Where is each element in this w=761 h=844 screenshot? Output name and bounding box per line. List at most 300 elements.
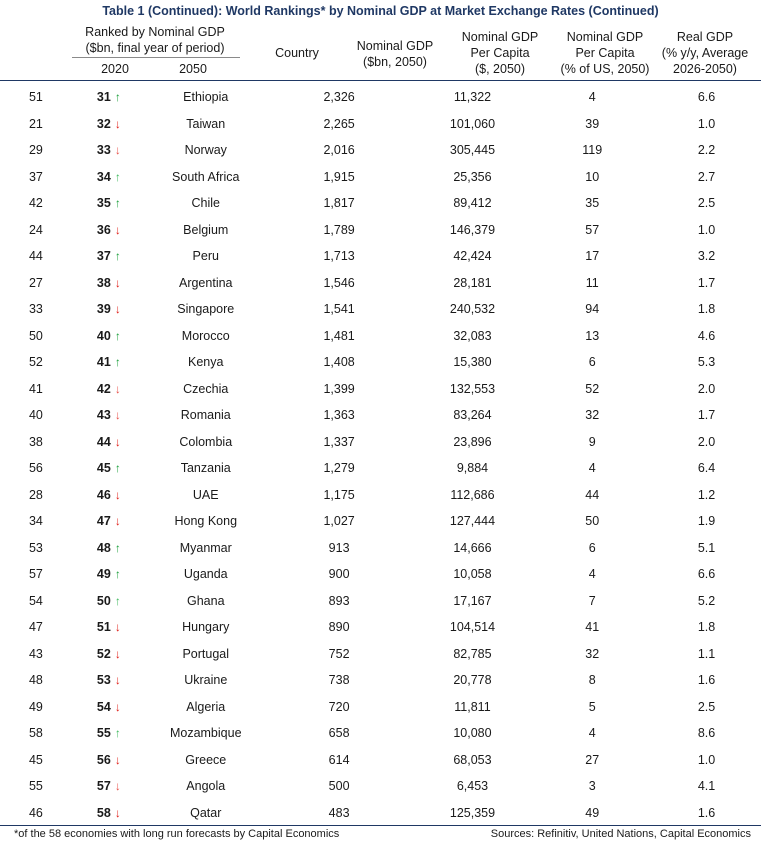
- country-cell: South Africa: [172, 169, 240, 184]
- real-gdp-growth-cell: 5.1: [697, 540, 716, 555]
- table-row: [0, 508, 761, 535]
- rank-2050-value: 39: [96, 302, 111, 317]
- gdp-per-capita-cell: 127,444: [449, 514, 496, 529]
- nominal-gdp-cell: 893: [328, 593, 350, 608]
- rank-2050-value: 51: [96, 620, 111, 635]
- gdp-per-capita-cell: 112,686: [450, 487, 495, 502]
- table-row: [0, 720, 761, 747]
- country-cell: Peru: [192, 249, 219, 264]
- rank-2020-cell: 24: [28, 222, 43, 237]
- header-gdp-line1: Nominal GDP: [356, 39, 434, 53]
- pct-of-us-cell: 11: [585, 275, 599, 290]
- table-row: [0, 217, 761, 244]
- gdp-per-capita-cell: 125,359: [449, 805, 496, 820]
- nominal-gdp-cell: 658: [328, 726, 350, 741]
- rank-2020-cell: 28: [28, 487, 43, 502]
- real-gdp-growth-cell: 1.6: [697, 805, 716, 820]
- real-gdp-growth-cell: 6.4: [697, 461, 716, 476]
- arrow-down-icon: ↓: [114, 805, 121, 820]
- rank-2020-cell: 21: [28, 116, 43, 131]
- rank-2020-cell: 49: [28, 699, 43, 714]
- rank-2050-cell: [72, 429, 146, 456]
- country-cell: Argentina: [178, 275, 233, 290]
- table-row: [0, 694, 761, 721]
- rank-2050-value: 44: [96, 434, 111, 449]
- gdp-per-capita-cell: 11,322: [453, 90, 492, 105]
- table-row: [0, 535, 761, 562]
- table-row: [0, 561, 761, 588]
- rank-group-header: [60, 24, 250, 56]
- pct-of-us-cell: 39: [585, 116, 600, 131]
- country-cell: Tanzania: [180, 461, 231, 476]
- rank-2050-cell: [72, 641, 146, 668]
- gdp-per-capita-cell: 20,778: [453, 673, 492, 688]
- pct-of-us-cell: 17: [585, 249, 600, 264]
- gdp-per-capita-cell: 10,058: [453, 567, 492, 582]
- real-gdp-growth-cell: 1.0: [697, 752, 716, 767]
- country-cell: Belgium: [183, 222, 229, 237]
- rank-2050-cell: [72, 614, 146, 641]
- rank-2050-value: 48: [96, 540, 111, 555]
- header-pct-us: [550, 29, 660, 77]
- table-row: [0, 402, 761, 429]
- rank-2050-value: 34: [96, 169, 111, 184]
- pct-of-us-cell: 6: [588, 355, 596, 370]
- gdp-per-capita-cell: 32,083: [453, 328, 492, 343]
- real-gdp-growth-cell: 2.0: [697, 434, 716, 449]
- header-2050: 2050: [179, 62, 207, 76]
- pct-of-us-cell: 27: [585, 752, 600, 767]
- header-country: Country: [275, 46, 319, 60]
- country-cell: Kenya: [188, 355, 224, 370]
- rank-2050-value: 43: [96, 408, 111, 423]
- country-cell: Ghana: [186, 593, 225, 608]
- gdp-per-capita-cell: 11,811: [454, 699, 491, 714]
- table-row: [0, 376, 761, 403]
- gdp-per-capita-cell: 146,379: [449, 222, 496, 237]
- nominal-gdp-cell: 1,546: [323, 275, 355, 290]
- real-gdp-growth-cell: 1.8: [697, 620, 716, 635]
- country-cell: Angola: [186, 779, 226, 794]
- arrow-down-icon: ↓: [114, 434, 121, 449]
- arrow-down-icon: ↓: [114, 752, 121, 767]
- pct-of-us-cell: 44: [585, 487, 600, 502]
- rank-2050-cell: [72, 190, 146, 217]
- rank-2020-cell: 54: [28, 593, 43, 608]
- country-cell: Hungary: [182, 620, 230, 635]
- table-row: [0, 429, 761, 456]
- rank-2050-cell: [72, 588, 146, 615]
- table-row: [0, 164, 761, 191]
- pct-of-us-cell: 49: [585, 805, 600, 820]
- rank-2020-cell: 43: [28, 646, 43, 661]
- header-gdp-line2: ($bn, 2050): [363, 55, 427, 69]
- rank-2050-value: 36: [96, 222, 111, 237]
- rank-2050-value: 47: [96, 514, 111, 529]
- header-2020: 2020: [101, 62, 129, 76]
- country-cell: Taiwan: [186, 116, 226, 131]
- arrow-down-icon: ↓: [114, 143, 121, 158]
- arrow-down-icon: ↓: [114, 116, 121, 131]
- real-gdp-growth-cell: 5.3: [697, 355, 716, 370]
- nominal-gdp-cell: 1,279: [323, 461, 355, 476]
- pct-of-us-cell: 4: [588, 726, 596, 741]
- rank-2050-cell: [72, 482, 146, 509]
- rank-2050-value: 52: [96, 646, 111, 661]
- rank-group-sublabel: ($bn, final year of period): [85, 41, 225, 55]
- country-cell: Singapore: [177, 302, 235, 317]
- header-us-line3: (% of US, 2050): [560, 62, 650, 76]
- pct-of-us-cell: 35: [585, 196, 600, 211]
- header-us-line2: Per Capita: [575, 46, 635, 60]
- rank-2050-cell: [72, 376, 146, 403]
- rank-2020-cell: 48: [28, 673, 43, 688]
- header-bottom-rule: [0, 80, 761, 81]
- rank-2050-cell: [72, 296, 146, 323]
- gdp-per-capita-cell: 9,884: [456, 461, 489, 476]
- pct-of-us-cell: 5: [588, 699, 596, 714]
- country-cell: Ethiopia: [183, 90, 229, 105]
- rank-2050-cell: [72, 323, 146, 350]
- rank-2050-value: 53: [96, 673, 111, 688]
- nominal-gdp-cell: 483: [328, 805, 350, 820]
- rank-2050-value: 56: [96, 752, 111, 767]
- arrow-down-icon: ↓: [114, 487, 121, 502]
- rankings-table: [0, 84, 761, 826]
- table-row: [0, 588, 761, 615]
- pct-of-us-cell: 50: [585, 514, 600, 529]
- rank-2050-value: 32: [96, 116, 111, 131]
- rank-2020-cell: 44: [28, 249, 43, 264]
- sources-note: Sources: Refinitiv, United Nations, Capital Economics: [490, 828, 751, 840]
- nominal-gdp-cell: 614: [328, 752, 350, 767]
- real-gdp-growth-cell: 2.5: [697, 699, 716, 714]
- nominal-gdp-cell: 1,408: [323, 355, 355, 370]
- header-per-capita: [445, 29, 555, 77]
- rank-2020-cell: 57: [28, 567, 43, 582]
- rank-2050-value: 54: [96, 699, 111, 714]
- arrow-up-icon: ↑: [114, 567, 121, 582]
- nominal-gdp-cell: 752: [328, 646, 350, 661]
- rank-2020-cell: 33: [28, 302, 43, 317]
- country-cell: Colombia: [179, 434, 233, 449]
- country-cell: Portugal: [182, 646, 230, 661]
- arrow-down-icon: ↓: [114, 620, 121, 635]
- table-row: [0, 747, 761, 774]
- gdp-per-capita-cell: 132,553: [449, 381, 496, 396]
- gdp-per-capita-cell: 6,453: [456, 779, 489, 794]
- table-row: [0, 323, 761, 350]
- rank-2050-value: 58: [96, 805, 111, 820]
- table-row: [0, 641, 761, 668]
- pct-of-us-cell: 4: [588, 90, 596, 105]
- gdp-per-capita-cell: 10,080: [453, 726, 492, 741]
- rank-2050-cell: [72, 243, 146, 270]
- pct-of-us-cell: 10: [585, 169, 600, 184]
- header-rg-line1: Real GDP: [676, 30, 734, 44]
- pct-of-us-cell: 9: [588, 434, 596, 449]
- arrow-up-icon: ↑: [114, 328, 121, 343]
- real-gdp-growth-cell: 1.2: [697, 487, 716, 502]
- rank-2020-cell: 46: [28, 805, 43, 820]
- rank-2020-cell: 56: [28, 461, 43, 476]
- table-row: [0, 243, 761, 270]
- country-cell: Hong Kong: [174, 514, 238, 529]
- country-cell: Romania: [180, 408, 231, 423]
- rank-2020-cell: 38: [28, 434, 43, 449]
- country-cell: Uganda: [183, 567, 228, 582]
- nominal-gdp-cell: 1,399: [323, 381, 355, 396]
- nominal-gdp-cell: 1,027: [323, 514, 355, 529]
- arrow-down-icon: ↓: [114, 275, 121, 290]
- table-row: [0, 296, 761, 323]
- rank-2050-cell: [72, 402, 146, 429]
- table-title: Table 1 (Continued): World Rankings* by Nominal GDP at Market Exchange Rates (Continued): [102, 4, 659, 18]
- table-row: [0, 84, 761, 111]
- real-gdp-growth-cell: 4.1: [697, 779, 716, 794]
- gdp-per-capita-cell: 15,380: [453, 355, 492, 370]
- country-cell: Morocco: [181, 328, 230, 343]
- arrow-up-icon: ↑: [114, 461, 121, 476]
- pct-of-us-cell: 119: [582, 143, 603, 158]
- table-row: [0, 455, 761, 482]
- real-gdp-growth-cell: 4.6: [697, 328, 716, 343]
- header-gdp: [345, 38, 445, 70]
- nominal-gdp-cell: 1,541: [323, 302, 355, 317]
- country-cell: Myanmar: [179, 540, 232, 555]
- gdp-per-capita-cell: 23,896: [453, 434, 492, 449]
- gdp-per-capita-cell: 104,514: [449, 620, 496, 635]
- rank-2020-cell: 45: [28, 752, 43, 767]
- pct-of-us-cell: 8: [588, 673, 596, 688]
- country-cell: Greece: [185, 752, 227, 767]
- rank-2020-cell: 42: [28, 196, 43, 211]
- pct-of-us-cell: 32: [585, 646, 600, 661]
- nominal-gdp-cell: 1,915: [323, 169, 355, 184]
- rank-2050-value: 41: [96, 355, 111, 370]
- header-rg-line3: 2026-2050): [673, 62, 737, 76]
- pct-of-us-cell: 13: [585, 328, 600, 343]
- real-gdp-growth-cell: 1.8: [697, 302, 716, 317]
- rank-2050-value: 37: [96, 249, 111, 264]
- table-row: [0, 773, 761, 800]
- table-row: [0, 482, 761, 509]
- rank-2020-cell: 58: [28, 726, 43, 741]
- real-gdp-growth-cell: 1.7: [697, 275, 716, 290]
- rank-2050-value: 33: [96, 143, 111, 158]
- rank-2050-cell: [72, 720, 146, 747]
- real-gdp-growth-cell: 3.2: [697, 249, 716, 264]
- table-row: [0, 349, 761, 376]
- nominal-gdp-cell: 1,175: [323, 487, 355, 502]
- header-pc-line1: Nominal GDP: [461, 30, 539, 44]
- rank-2050-cell: [72, 561, 146, 588]
- rank-2050-value: 35: [96, 196, 111, 211]
- real-gdp-growth-cell: 8.6: [697, 726, 716, 741]
- table-row: [0, 614, 761, 641]
- real-gdp-growth-cell: 2.7: [697, 169, 716, 184]
- pct-of-us-cell: 3: [588, 779, 596, 794]
- arrow-up-icon: ↑: [114, 90, 121, 105]
- rank-2050-value: 50: [96, 593, 111, 608]
- table-row: [0, 137, 761, 164]
- arrow-down-icon: ↓: [114, 408, 121, 423]
- nominal-gdp-cell: 2,265: [323, 116, 355, 131]
- gdp-per-capita-cell: 83,264: [453, 408, 492, 423]
- country-cell: Qatar: [190, 805, 222, 820]
- country-cell: Mozambique: [169, 726, 242, 741]
- table-row: [0, 800, 761, 827]
- arrow-down-icon: ↓: [114, 514, 121, 529]
- real-gdp-growth-cell: 2.2: [697, 143, 716, 158]
- pct-of-us-cell: 7: [588, 593, 596, 608]
- rank-2020-cell: 51: [28, 90, 43, 105]
- gdp-per-capita-cell: 82,785: [453, 646, 492, 661]
- rank-2050-cell: [72, 217, 146, 244]
- nominal-gdp-cell: 2,016: [323, 143, 355, 158]
- arrow-down-icon: ↓: [114, 699, 121, 714]
- arrow-up-icon: ↑: [114, 249, 121, 264]
- nominal-gdp-cell: 1,363: [323, 408, 355, 423]
- gdp-per-capita-cell: 14,666: [453, 540, 492, 555]
- rank-2050-value: 46: [96, 487, 111, 502]
- rank-2050-value: 45: [96, 461, 111, 476]
- rank-2050-cell: [72, 694, 146, 721]
- pct-of-us-cell: 41: [585, 620, 600, 635]
- rank-2020-cell: 53: [28, 540, 43, 555]
- rank-2050-cell: [72, 747, 146, 774]
- real-gdp-growth-cell: 2.5: [697, 196, 716, 211]
- pct-of-us-cell: 57: [585, 222, 600, 237]
- pct-of-us-cell: 6: [588, 540, 596, 555]
- nominal-gdp-cell: 913: [328, 540, 350, 555]
- arrow-up-icon: ↑: [114, 355, 121, 370]
- arrow-up-icon: ↑: [114, 169, 121, 184]
- rank-2020-cell: 29: [28, 143, 43, 158]
- nominal-gdp-cell: 1,789: [323, 222, 355, 237]
- gdp-per-capita-cell: 89,412: [453, 196, 492, 211]
- real-gdp-growth-cell: 1.7: [697, 408, 716, 423]
- nominal-gdp-cell: 2,326: [323, 90, 355, 105]
- real-gdp-growth-cell: 1.6: [697, 673, 716, 688]
- rank-2020-cell: 52: [28, 355, 43, 370]
- arrow-up-icon: ↑: [114, 593, 121, 608]
- rank-2020-cell: 41: [28, 381, 43, 396]
- rank-group-divider: [72, 57, 240, 58]
- table-bottom-rule: [0, 825, 761, 826]
- table-row: [0, 667, 761, 694]
- nominal-gdp-cell: 738: [328, 673, 350, 688]
- rank-2050-value: 42: [96, 381, 111, 396]
- nominal-gdp-cell: 1,481: [323, 328, 355, 343]
- header-real-gdp: [650, 29, 760, 77]
- arrow-down-icon: ↓: [114, 302, 121, 317]
- rank-2050-cell: [72, 773, 146, 800]
- country-cell: Ukraine: [184, 673, 228, 688]
- rank-2050-cell: [72, 800, 146, 827]
- arrow-up-icon: ↑: [114, 726, 121, 741]
- rank-2020-cell: 55: [28, 779, 43, 794]
- country-cell: Algeria: [186, 699, 226, 714]
- nominal-gdp-cell: 890: [328, 620, 350, 635]
- real-gdp-growth-cell: 5.2: [697, 593, 716, 608]
- rank-2050-cell: [72, 455, 146, 482]
- header-pc-line2: Per Capita: [470, 46, 530, 60]
- gdp-per-capita-cell: 42,424: [453, 249, 492, 264]
- header-rg-line2: (% y/y, Average: [661, 46, 749, 60]
- pct-of-us-cell: 94: [585, 302, 600, 317]
- real-gdp-growth-cell: 1.0: [697, 116, 716, 131]
- arrow-down-icon: ↓: [114, 222, 121, 237]
- gdp-per-capita-cell: 17,167: [453, 593, 492, 608]
- country-cell: Chile: [191, 196, 220, 211]
- rank-2020-cell: 34: [28, 514, 43, 529]
- arrow-down-icon: ↓: [114, 381, 121, 396]
- pct-of-us-cell: 4: [588, 567, 596, 582]
- arrow-down-icon: ↓: [114, 646, 121, 661]
- rank-2050-value: 40: [96, 328, 111, 343]
- rank-2020-cell: 37: [28, 169, 43, 184]
- arrow-down-icon: ↓: [114, 673, 121, 688]
- table-row: [0, 190, 761, 217]
- gdp-per-capita-cell: 28,181: [453, 275, 492, 290]
- arrow-up-icon: ↑: [114, 196, 121, 211]
- arrow-down-icon: ↓: [114, 779, 121, 794]
- nominal-gdp-cell: 500: [328, 779, 350, 794]
- rank-2050-cell: [72, 349, 146, 376]
- real-gdp-growth-cell: 1.0: [697, 222, 716, 237]
- real-gdp-growth-cell: 6.6: [697, 90, 716, 105]
- gdp-per-capita-cell: 240,532: [449, 302, 496, 317]
- real-gdp-growth-cell: 6.6: [697, 567, 716, 582]
- country-cell: Norway: [184, 143, 227, 158]
- rank-2050-value: 31: [96, 90, 111, 105]
- rank-2050-cell: [72, 667, 146, 694]
- header-pc-line3: ($, 2050): [474, 62, 526, 76]
- rank-group-label: Ranked by Nominal GDP: [85, 25, 225, 39]
- nominal-gdp-cell: 1,713: [323, 249, 355, 264]
- nominal-gdp-cell: 900: [328, 567, 350, 582]
- gdp-per-capita-cell: 68,053: [453, 752, 492, 767]
- gdp-per-capita-cell: 25,356: [453, 169, 492, 184]
- rank-2050-value: 57: [96, 779, 111, 794]
- country-cell: Czechia: [183, 381, 229, 396]
- real-gdp-growth-cell: 1.9: [697, 514, 716, 529]
- rank-2020-cell: 50: [28, 328, 43, 343]
- rank-2050-cell: [72, 111, 146, 138]
- nominal-gdp-cell: 1,337: [323, 434, 355, 449]
- real-gdp-growth-cell: 1.1: [697, 646, 716, 661]
- table-row: [0, 111, 761, 138]
- gdp-per-capita-cell: 305,445: [449, 143, 496, 158]
- header-us-line1: Nominal GDP: [566, 30, 644, 44]
- pct-of-us-cell: 4: [588, 461, 596, 476]
- table-row: [0, 270, 761, 297]
- pct-of-us-cell: 32: [585, 408, 600, 423]
- rank-2050-value: 49: [96, 567, 111, 582]
- rank-2050-cell: [72, 270, 146, 297]
- rank-2020-cell: 47: [28, 620, 43, 635]
- rank-2050-cell: [72, 137, 146, 164]
- nominal-gdp-cell: 720: [328, 699, 350, 714]
- footnote: *of the 58 economies with long run forecasts by Capital Economics: [14, 828, 340, 840]
- rank-2050-cell: [72, 84, 146, 111]
- arrow-up-icon: ↑: [114, 540, 121, 555]
- pct-of-us-cell: 52: [585, 381, 600, 396]
- country-cell: UAE: [192, 487, 219, 502]
- rank-2050-value: 38: [96, 275, 111, 290]
- gdp-per-capita-cell: 101,060: [449, 116, 496, 131]
